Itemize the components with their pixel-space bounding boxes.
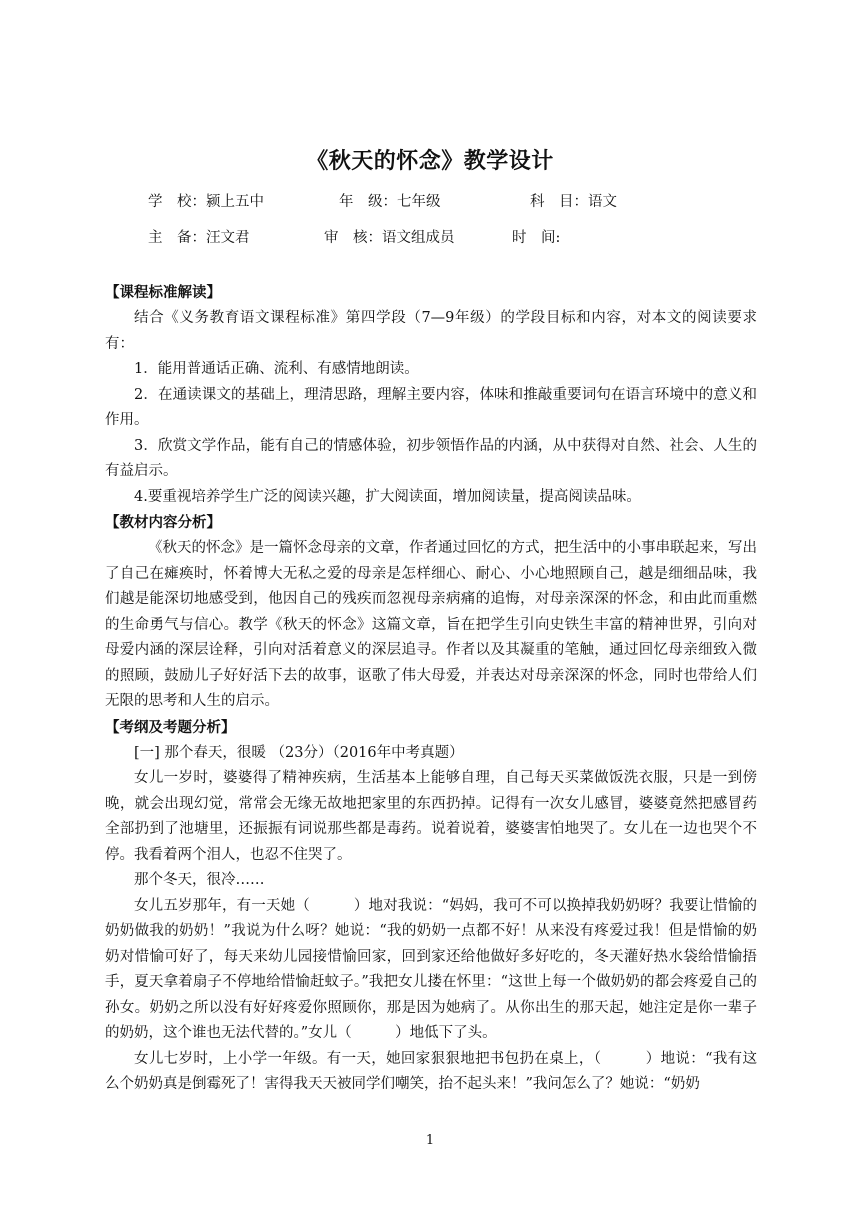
exam-subheading: [一] 那个春天，很暖 （23分）（2016年中考真题） bbox=[134, 744, 464, 761]
exam-paragraph-1: 女儿一岁时，婆婆得了精神疾病，生活基本上能够自理，自己每天买菜做饭洗衣服，只是一到傍晚，就会出现幻觉，常常会无缘无故地把家里的东西扔掉。记得有一次女儿感冒，婆婆竟然把感冒药全部扔到了池塘里，还振振有词说那些都是毒药。说着说着，婆婆害怕地哭了。女儿在一边也哭个不停。我看着两个泪人，也忍不住哭了。 bbox=[105, 770, 757, 863]
curriculum-item-4: 4.要重视培养学生广泛的阅读兴趣，扩大阅读面，增加阅读量，提高阅读品味。 bbox=[134, 488, 641, 505]
exam-paragraph-4: 女儿七岁时，上小学一年级。有一天，她回家狠狠地把书包扔在桌上，（ ）地说：“我有这么个奶奶真是倒霉死了！害得我天天被同学们嘲笑，抬不起头来！”我问怎么了？她说：“奶奶 bbox=[105, 1050, 757, 1092]
meta-subject: 科 目：语文 bbox=[530, 194, 617, 210]
meta-grade: 年 级：七年级 bbox=[339, 194, 441, 210]
textbook-analysis: 《秋天的怀念》是一篇怀念母亲的文章，作者通过回忆的方式，把生活中的小事串联起来，写出了自己在瘫痪时，怀着博大无私之爱的母亲是怎样细心、耐心、小心地照顾自己，越是细细品味，我们越是能深切地感受到，他因自己的残疾而忽视母亲病痛的追悔，对母亲深深的怀念，和由此而重燃的生命勇气与信心。教学《秋天的怀念》这篇文章，旨在把学生引向史铁生丰富的精神世界，引向对母爱内涵的深层诠释，引向对活着意义的深层追寻。作者以及其凝重的笔触，通过回忆母亲细致入微的照顾，鼓励儿子好好活下去的故事，讴歌了伟大母爱，并表达对母亲深深的怀念，同时也带给人们无限的思考和人生的启示。 bbox=[105, 540, 757, 709]
meta-school: 学 校：颍上五中 bbox=[148, 194, 264, 210]
section-heading-textbook: 【教材内容分析】 bbox=[105, 515, 221, 531]
section-heading-curriculum: 【课程标准解读】 bbox=[105, 285, 221, 301]
document-body bbox=[105, 280, 757, 1098]
page-number: 1 bbox=[425, 1133, 435, 1148]
curriculum-item-3: 3．欣赏文学作品，能有自己的情感体验，初步领悟作品的内涵，从中获得对自然、社会、人生的有益启示。 bbox=[105, 437, 757, 479]
curriculum-item-2: 2．在通读课文的基础上，理清思路，理解主要内容，体味和推敲重要词句在语言环境中的意义和作用。 bbox=[105, 386, 757, 428]
meta-time: 时 间: bbox=[512, 230, 561, 246]
curriculum-item-1: 1．能用普通话正确、流利、有感情地朗读。 bbox=[134, 361, 419, 377]
document-title: 《秋天的怀念》教学设计 bbox=[306, 149, 554, 174]
section-heading-exam: 【考纲及考题分析】 bbox=[105, 719, 236, 736]
curriculum-intro: 结合《义务教育语文课程标准》第四学段（7—9年级）的学段目标和内容，对本文的阅读要求有： bbox=[105, 310, 757, 352]
exam-paragraph-2: 那个冬天，很冷…… bbox=[134, 872, 265, 888]
meta-author: 主 备：汪文君 bbox=[148, 230, 250, 246]
meta-review: 审 核：语文组成员 bbox=[324, 230, 455, 246]
exam-paragraph-3: 女儿五岁那年，有一天她（ ）地对我说：“妈妈，我可不可以换掉我奶奶呀？我要让惜愉的奶奶做我的奶奶！”我说为什么呀？她说：“我的奶奶一点都不好！从来没有疼爱过我！但是惜愉的奶奶对惜愉可好了，每天来幼儿园接惜愉回家，回到家还给他做好多好吃的，冬天灌好热水袋给惜愉捂手，夏天拿着扇子不停地给惜愉赶蚊子。”我把女儿搂在怀里：“这世上每一个做奶奶的都会疼爱自己的孙女。奶奶之所以没有好好疼爱你照顾你，那是因为她病了。从你出生的那天起，她注定是你一辈子的奶奶，这个谁也无法代替的。”女儿（ ）地低下了头。 bbox=[105, 897, 757, 1041]
